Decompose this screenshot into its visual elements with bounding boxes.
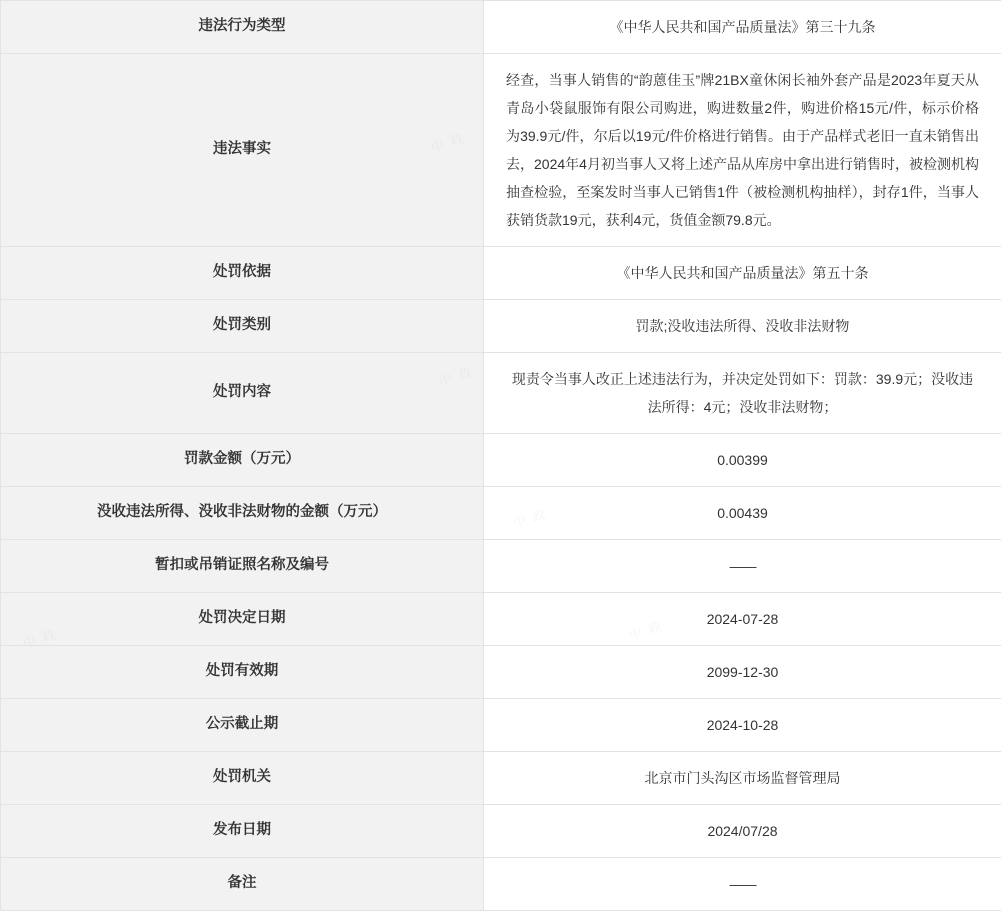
- row-value-penalty-authority: 北京市门头沟区市场监督管理局: [484, 752, 1001, 805]
- row-value-decision-date: 2024-07-28: [484, 593, 1001, 646]
- table-row: [1, 646, 1001, 699]
- row-label-publish-date: 发布日期: [1, 805, 484, 858]
- row-label-penalty-content: 处罚内容: [1, 353, 484, 434]
- row-label-remarks: 备注: [1, 858, 484, 911]
- row-value-license-suspension: ——: [484, 540, 1001, 593]
- table-row: [1, 593, 1001, 646]
- row-label-penalty-authority: 处罚机关: [1, 752, 484, 805]
- row-label-penalty-category: 处罚类别: [1, 300, 484, 353]
- row-label-fine-amount: 罚款金额（万元）: [1, 434, 484, 487]
- row-value-penalty-basis: 《中华人民共和国产品质量法》第五十条: [484, 247, 1001, 300]
- row-label-decision-date: 处罚决定日期: [1, 593, 484, 646]
- table-row: [1, 300, 1001, 353]
- row-label-violation-type: 违法行为类型: [1, 1, 484, 54]
- row-label-validity-period: 处罚有效期: [1, 646, 484, 699]
- table-row: [1, 487, 1001, 540]
- table-row: [1, 247, 1001, 300]
- row-value-remarks: ——: [484, 858, 1001, 911]
- row-value-publish-date: 2024/07/28: [484, 805, 1001, 858]
- row-label-confiscation-amount: 没收违法所得、没收非法财物的金额（万元）: [1, 487, 484, 540]
- table-row: [1, 353, 1001, 434]
- row-value-violation-facts: 经查，当事人销售的“韵蒽佳玉”牌21BX童休闲长袖外套产品是2023年夏天从青岛小袋鼠服饰有限公司购进，购进数量2件，购进价格15元/件，标示价格为39.9元/件，尔后以19元/件价格进行销售。由于产品样式老旧一直未销售出去，2024年4月初当事人又将上述产品从库房中拿出进行销售时，被检测机构抽查检验，至案发时当事人已销售1件（被检测机构抽样），封存1件，当事人获销货款19元，获利4元，货值金额79.8元。: [484, 54, 1001, 247]
- table-row: [1, 434, 1001, 487]
- row-label-license-suspension: 暂扣或吊销证照名称及编号: [1, 540, 484, 593]
- table-row: [1, 699, 1001, 752]
- table-row: [1, 1, 1001, 54]
- row-value-violation-type: 《中华人民共和国产品质量法》第三十九条: [484, 1, 1001, 54]
- table-row: [1, 54, 1001, 247]
- table-row: [1, 805, 1001, 858]
- table-row: [1, 858, 1001, 911]
- row-label-penalty-basis: 处罚依据: [1, 247, 484, 300]
- row-value-penalty-content: 现责令当事人改正上述违法行为，并决定处罚如下：罚款：39.9元；没收违法所得：4元；没收非法财物；: [484, 353, 1001, 434]
- row-value-confiscation-amount: 0.00439: [484, 487, 1001, 540]
- row-value-validity-period: 2099-12-30: [484, 646, 1001, 699]
- table-row: [1, 540, 1001, 593]
- row-label-publicity-deadline: 公示截止期: [1, 699, 484, 752]
- row-label-violation-facts: 违法事实: [1, 54, 484, 247]
- table-row: [1, 752, 1001, 805]
- row-value-publicity-deadline: 2024-10-28: [484, 699, 1001, 752]
- row-value-penalty-category: 罚款;没收违法所得、没收非法财物: [484, 300, 1001, 353]
- row-value-fine-amount: 0.00399: [484, 434, 1001, 487]
